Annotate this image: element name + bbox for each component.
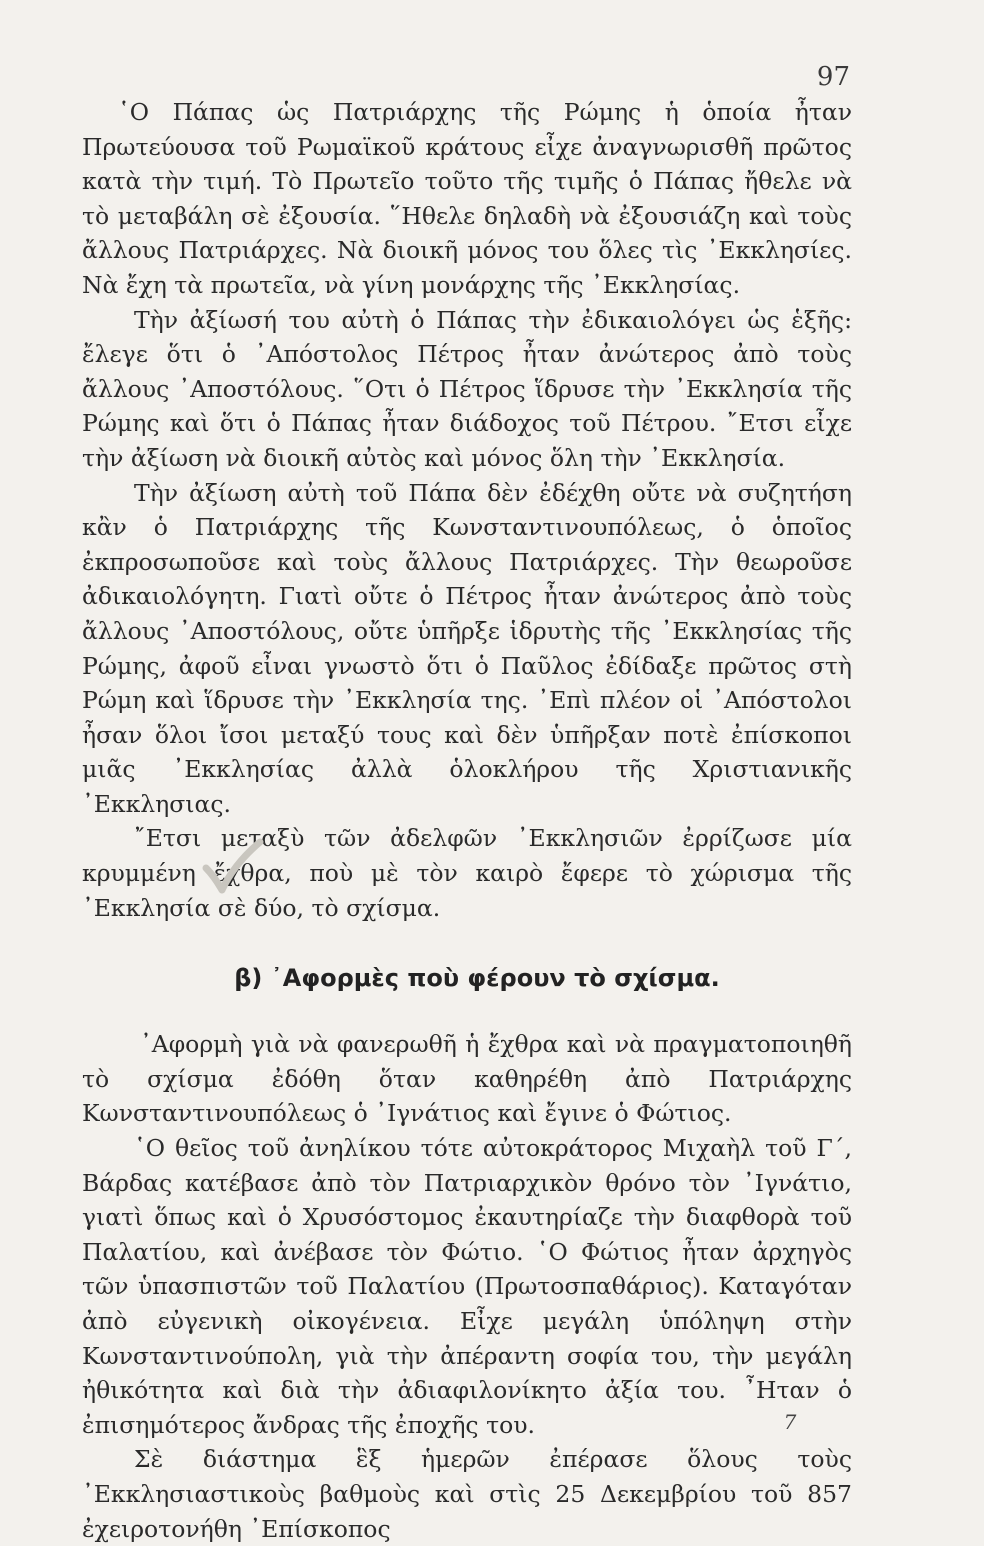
paragraph-5: ᾿Αφορμὴ γιὰ νὰ φανερωθῆ ἡ ἔχθρα καὶ νὰ πραγματοποιηθῆ τὸ σχίσμα ἐδόθη ὅταν καθηρέθη ἀπὸ Πατριάρχης Κωνσταντινουπόλεως ὁ ᾿Ιγνάτιος καὶ ἔγινε ὁ Φώτιος. bbox=[82, 1030, 852, 1128]
paragraph-3: Τὴν ἀξίωση αὐτὴ τοῦ Πάπα δὲν ἐδέχθη οὔτε νὰ συζητήση κἂν ὁ Πατριάρχης τῆς Κωνσταντινουπόλεως, ὁ ὁποῖος ἐκπροσωποῦσε καὶ τοὺς ἄλλους Πατριάρχες. Τὴν θεωροῦσε ἀδικαιολόγητη. Γιατὶ οὔτε ὁ Πέτρος ἦταν ἀνώτερος ἀπὸ τοὺς ἄλλους ᾿Αποστόλους, οὔτε ὑπῆρξε ἱδρυτὴς τῆς ᾿Εκκλησίας τῆς Ρώμης, ἀφοῦ εἶναι γνωστὸ ὅτι ὁ Παῦλος ἐδίδαξε πρῶτος στὴ Ρώμη καὶ ἵδρυσε τὴν ᾿Εκκλησία της. ᾿Επὶ πλέον οἱ ᾿Απόστολοι ἦσαν ὅλοι ἴσοι μεταξύ τους καὶ δὲν ὑπῆρξαν ποτὲ ἐπίσκοποι μιᾶς ᾿Εκκλησίας ἀλλὰ ὁλοκλήρου τῆς Χριστιανικῆς ᾿Εκκλησιας. bbox=[82, 478, 852, 818]
checkmark-icon bbox=[200, 838, 264, 898]
paragraph-1: ῾Ο Πάπας ὡς Πατριάρχης τῆς Ρώμης ἡ ὁποία ἦταν Πρωτεύουσα τοῦ Ρωμαϊκοῦ κράτους εἶχε ἀναγνωρισθῆ πρῶτος κατὰ τὴν τιμή. Τὸ Πρωτεῖο τοῦτο τῆς τιμῆς ὁ Πάπας ἤθελε νὰ τὸ μεταβάλη σὲ ἐξουσία. ῞Ηθελε δηλαδὴ νὰ ἐξουσιάζη καὶ τοὺς ἄλλους Πατριάρχες. Νὰ διοικῆ μόνος του ὅλες τὶς ᾿Εκκλησίες. Νὰ ἔχη τὰ πρωτεῖα, νὰ γίνη μονάρχης τῆς ᾿Εκκλησίας. bbox=[82, 98, 852, 299]
paragraph-2: Τὴν ἀξίωσή του αὐτὴ ὁ Πάπας τὴν ἐδικαιολόγει ὡς ἑξῆς: ἔλεγε ὅτι ὁ ᾿Απόστολος Πέτρος ἦταν ἀνώτερος ἀπὸ τοὺς ἄλλους ᾿Αποστόλους. ῞Οτι ὁ Πέτρος ἵδρυσε τὴν ᾿Εκκλησία τῆς Ρώμης καὶ ὅτι ὁ Πάπας ἦταν διάδοχος τοῦ Πέτρου. ῎Ετσι εἶχε τὴν ἀξίωση νὰ διοικῆ αὐτὸς καὶ μόνος ὅλη τὴν ᾿Εκκλησία. bbox=[82, 305, 852, 472]
paragraph-6: ῾Ο θεῖος τοῦ ἀνηλίκου τότε αὐτοκράτορος Μιχαὴλ τοῦ Γ΄, Βάρδας κατέβασε ἀπὸ τὸν Πατριαρχικὸν θρόνο τὸν ᾿Ιγνάτιο, γιατὶ ὅπως καὶ ὁ Χρυσόστομος ἐκαυτηρίαζε τὴν διαφθορὰ τοῦ Παλατίου, καὶ ἀνέβασε τὸν Φώτιο. ῾Ο Φώτιος ἦταν ἀρχηγὸς τῶν ὑπασπιστῶν τοῦ Παλατίου (Πρωτοσπαθάριος). Καταγόταν ἀπὸ εὐγενικὴ οἰκογένεια. Εἶχε μεγάλη ὑπόληψη στὴν Κωνσταντινούπολη, γιὰ τὴν ἀπέραντη σοφία του, τὴν μεγάλη ἠθικότητα καὶ διὰ τὴν ἀδιαφιλονίκητο ἀξία του. ῏Ηταν ὁ ἐπισημότερος ἄνδρας τῆς ἐποχῆς του. bbox=[82, 1134, 852, 1439]
signature-mark: 7 bbox=[783, 1410, 797, 1434]
paragraph-4: ῎Ετσι μεταξὺ τῶν ἀδελφῶν ᾿Εκκλησιῶν ἐρρίζωσε μία κρυμμένη ἔχθρα, ποὺ μὲ τὸν καιρὸ ἔφερε τὸ χώρισμα τῆς ᾿Εκκλησία σὲ δύο, τὸ σχίσμα. bbox=[82, 824, 852, 922]
paragraph-7: Σὲ διάστημα ἓξ ἡμερῶν ἐπέρασε ὅλους τοὺς ᾿Εκκλησιαστικοὺς βαθμοὺς καὶ στὶς 25 Δεκεμβρίου τοῦ 857 ἐχειροτονήθη ᾿Επίσκοπος bbox=[82, 1445, 852, 1543]
section-heading: β) ᾿Αφορμὲς ποὺ φέρουν τὸ σχίσμα. bbox=[234, 964, 720, 993]
body-text bbox=[82, 95, 852, 1546]
page-number: 97 bbox=[816, 62, 850, 92]
